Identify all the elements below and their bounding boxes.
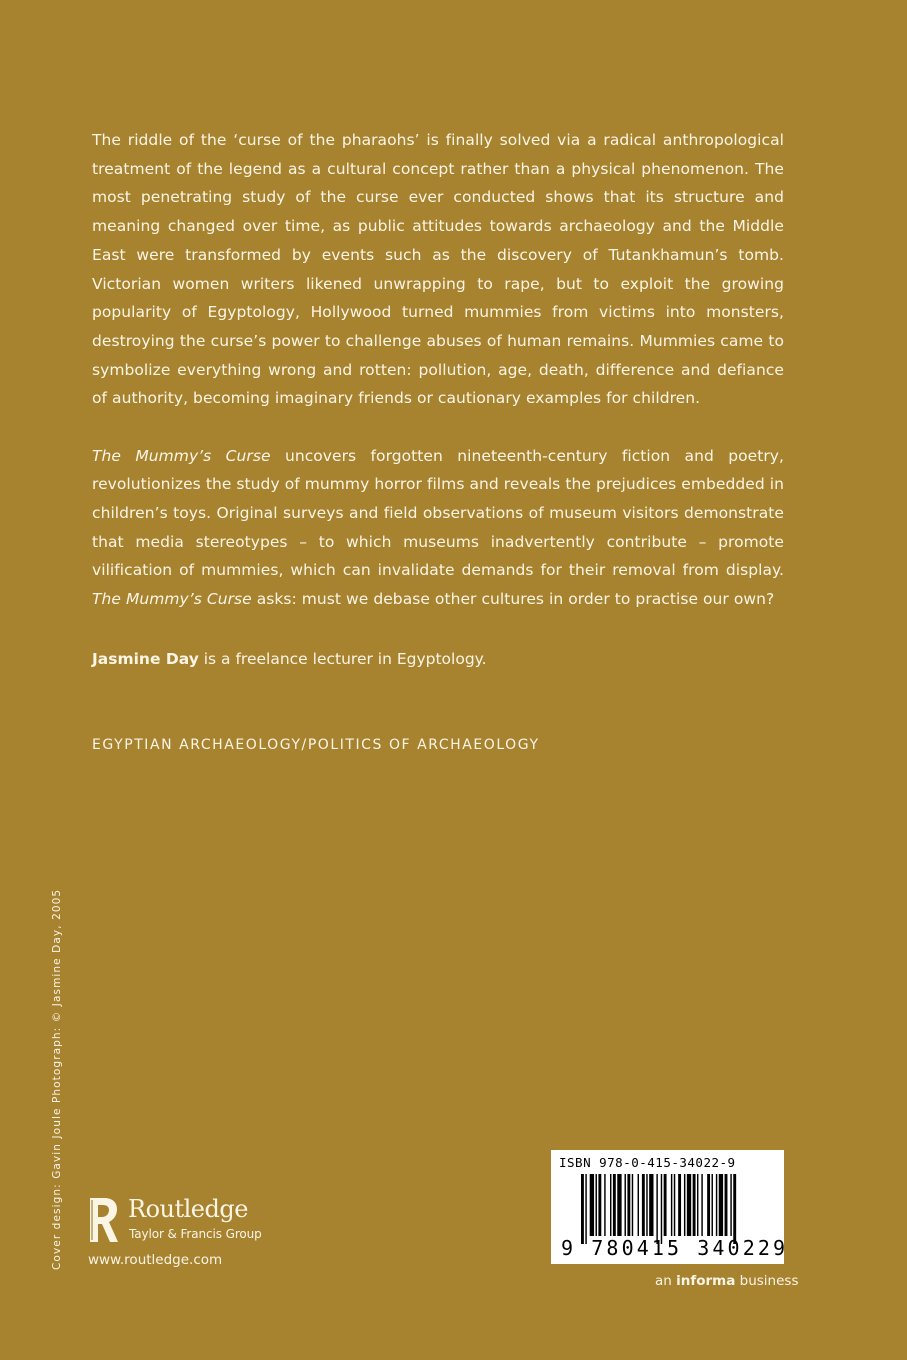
barcode-bar — [693, 1174, 696, 1236]
routledge-r-icon — [88, 1196, 120, 1244]
publisher-name: Routledge — [128, 1195, 248, 1223]
barcode-bar — [613, 1174, 616, 1236]
isbn-barcode — [551, 1150, 789, 1264]
barcode-bar — [625, 1174, 626, 1236]
barcode-bar — [627, 1174, 630, 1236]
barcode-bar — [632, 1174, 633, 1236]
barcode-bar — [638, 1174, 639, 1236]
author-name: Jasmine Day — [92, 650, 199, 668]
barcode-bar — [730, 1174, 731, 1236]
barcode-bar — [649, 1174, 653, 1236]
barcode-bar — [590, 1174, 594, 1236]
barcode-bar — [596, 1174, 597, 1236]
publisher-url[interactable]: www.routledge.com — [88, 1252, 223, 1268]
barcode-bar — [725, 1174, 728, 1236]
informa-brand: informa — [676, 1273, 736, 1289]
author-bio: Jasmine Day is a freelance lecturer in Egyptology. — [92, 650, 487, 668]
cover-credits: Cover design: Gavin Joule Photograph: © Jasmine Day, 2005 — [51, 888, 63, 1270]
barcode-bar — [656, 1174, 657, 1244]
barcode-bar — [661, 1174, 662, 1244]
barcode-bar — [684, 1174, 685, 1236]
barcode-bar — [598, 1174, 601, 1236]
barcode-bar — [697, 1174, 698, 1236]
barcode-bar — [733, 1174, 736, 1244]
barcode-bar — [687, 1174, 691, 1236]
publisher-group: Taylor & Francis Group — [129, 1227, 262, 1241]
barcode-bar — [617, 1174, 621, 1236]
barcode-bar — [581, 1174, 584, 1244]
barcode-bar — [664, 1174, 667, 1236]
barcode-bar — [701, 1174, 702, 1236]
barcode-bar — [642, 1174, 645, 1236]
barcode-bar — [678, 1174, 681, 1236]
barcode-bar — [585, 1174, 586, 1244]
barcode-bar — [716, 1174, 717, 1236]
isbn-text: ISBN 978-0-415-34022-9 — [559, 1155, 736, 1170]
barcode-bar — [719, 1174, 723, 1236]
book-title: The Mummy’s Curse — [92, 446, 271, 465]
informa-tagline: an informa business — [655, 1273, 799, 1289]
barcode-bar — [604, 1174, 605, 1236]
blurb-paragraph-1: The riddle of the ‘curse of the pharaohs’ is finally solved via a radical anthropological treatment of the legend as a cultural concept rather than a physical phenomenon. The most penetrating study of the curse ever conducted shows that its structure and meaning changed over time, as public attitudes towards archaeology and the Middle East were transformed by events such as the discovery of Tutankhamun’s tomb. Victorian women writers likened unwrapping to rape, but to exploit the growing popularity of Egyptology, Hollywood turned mummies from victims into monsters, destroying the curse’s power to challenge abuses of human remains. Mummies came to symbolize everything wrong and rotten: pollution, age, death, difference and defiance of authority, becoming imaginary friends or cautionary examples for children. — [92, 131, 784, 408]
barcode-bar — [707, 1174, 710, 1236]
barcode-bar — [674, 1174, 675, 1236]
barcode-bar — [712, 1174, 713, 1236]
back-cover-blurb — [92, 126, 784, 614]
barcode-bar — [610, 1174, 611, 1236]
blurb-paragraph-2: The Mummy’s Curse uncovers forgotten nineteenth-century fiction and poetry, revolutionizes the study of mummy horror films and reveals the prejudices embedded in children’s toys. Original surveys and field observations of museum visitors demonstrate that media stereotypes – to which museums inadvertently contribute – promote vilification of mummies, which can invalidate demands for their removal from display. The Mummy’s Curse asks: must we debase other cultures in order to practise our own? — [92, 446, 785, 609]
barcode-digits: 9 780415 340229 — [561, 1236, 789, 1260]
subject-category: EGYPTIAN ARCHAEOLOGY/POLITICS OF ARCHAEOLOGY — [92, 737, 540, 753]
barcode-bar — [646, 1174, 647, 1236]
book-title: The Mummy’s Curse — [92, 590, 252, 609]
barcode-bar — [671, 1174, 672, 1236]
